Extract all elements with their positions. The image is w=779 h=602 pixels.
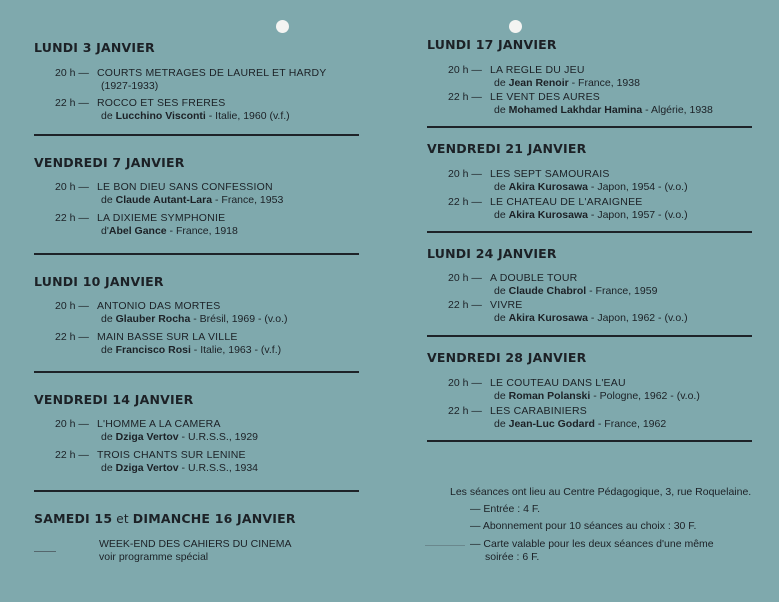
screening-time: 20 h —	[55, 418, 89, 430]
day-heading: VENDREDI 21 JANVIER	[427, 141, 587, 156]
screening-time: 20 h —	[55, 181, 89, 193]
screening-time: 20 h —	[55, 300, 89, 312]
film-detail: - France, 1953	[212, 194, 284, 206]
film-director: Mohamed Lakhdar Hamina	[508, 104, 643, 116]
day-heading: LUNDI 10 JANVIER	[34, 274, 164, 289]
film-title: LE BON DIEU SANS CONFESSION	[97, 181, 273, 193]
director-prefix: d'	[101, 225, 109, 237]
day-heading: VENDREDI 7 JANVIER	[34, 155, 185, 170]
film-title: COURTS METRAGES DE LAUREL ET HARDY	[97, 67, 327, 79]
director-prefix: de	[494, 418, 509, 430]
film-title: LA REGLE DU JEU	[490, 64, 585, 76]
film-title: LE VENT DES AURES	[490, 91, 600, 103]
film-director: Roman Polanski	[508, 390, 591, 402]
director-prefix: de	[494, 181, 509, 193]
screening-time: 20 h —	[55, 67, 89, 79]
day-heading: VENDREDI 14 JANVIER	[34, 392, 194, 407]
section-divider	[427, 440, 752, 442]
screening-time: 22 h —	[55, 331, 89, 343]
screening	[55, 181, 283, 207]
screening	[55, 97, 290, 123]
weekend-line-1: WEEK-END DES CAHIERS DU CINEMA	[99, 538, 292, 550]
film-title: ROCCO ET SES FRERES	[97, 97, 226, 109]
screening-time: 20 h —	[448, 272, 482, 284]
screening-time: 22 h —	[448, 91, 482, 103]
screening-time: 22 h —	[448, 196, 482, 208]
screening	[55, 449, 258, 475]
film-director: Akira Kurosawa	[508, 209, 588, 221]
director-prefix: de	[494, 77, 509, 89]
screening	[448, 377, 700, 403]
film-detail: - France, 1918	[166, 225, 238, 237]
weekend-day-a: SAMEDI 15	[34, 511, 113, 526]
film-detail: - Algérie, 1938	[642, 104, 713, 116]
screening	[448, 64, 640, 90]
screening	[448, 168, 688, 194]
film-director: Jean-Luc Godard	[508, 418, 595, 430]
screening	[55, 418, 258, 444]
day-heading: VENDREDI 28 JANVIER	[427, 350, 587, 365]
day-heading	[34, 511, 296, 526]
screening-time: 22 h —	[55, 449, 89, 461]
section-divider	[34, 134, 359, 136]
director-prefix: de	[101, 462, 116, 474]
film-title: L'HOMME A LA CAMERA	[97, 418, 221, 430]
film-title: LES CARABINIERS	[490, 405, 587, 417]
film-title: LA DIXIEME SYMPHONIE	[97, 212, 226, 224]
screening	[448, 196, 688, 222]
film-detail: - France, 1938	[568, 77, 640, 89]
screening	[55, 212, 238, 238]
film-detail: - Japon, 1962 - (v.o.)	[587, 312, 688, 324]
margin-mark	[425, 545, 465, 546]
film-title: LE COUTEAU DANS L'EAU	[490, 377, 626, 389]
venue-info: Les séances ont lieu au Centre Pédagogique, 3, rue Roquelaine.	[450, 486, 752, 498]
film-director: Dziga Vertov	[115, 431, 179, 443]
screening-time: 20 h —	[448, 377, 482, 389]
screening	[55, 300, 288, 326]
film-title: VIVRE	[490, 299, 523, 311]
director-prefix: de	[101, 110, 116, 122]
section-divider	[34, 371, 359, 373]
film-detail: - Japon, 1954 - (v.o.)	[587, 181, 688, 193]
screening-time: 22 h —	[55, 97, 89, 109]
screening-time: 20 h —	[448, 64, 482, 76]
film-director: Francisco Rosi	[115, 344, 191, 356]
screening	[448, 299, 688, 325]
director-prefix: de	[494, 209, 509, 221]
film-director: Claude Autant-Lara	[115, 194, 213, 206]
film-title: LES SEPT SAMOURAIS	[490, 168, 610, 180]
screening	[448, 405, 666, 431]
screening-time: 20 h —	[448, 168, 482, 180]
section-divider	[427, 335, 752, 337]
section-divider	[34, 253, 359, 255]
card-price-line-1: — Carte valable pour les deux séances d'une même	[470, 538, 714, 550]
film-title: TROIS CHANTS SUR LENINE	[97, 449, 246, 461]
screening	[448, 272, 657, 298]
film-director: Lucchino Visconti	[115, 110, 206, 122]
film-detail: - France, 1959	[586, 285, 658, 297]
screening-time: 22 h —	[55, 212, 89, 224]
film-detail: - France, 1962	[594, 418, 667, 430]
subscription-price: — Abonnement pour 10 séances au choix : 30 F.	[470, 520, 697, 532]
director-prefix: de	[101, 194, 116, 206]
screening	[55, 67, 326, 93]
day-heading: LUNDI 24 JANVIER	[427, 246, 557, 261]
screening-time: 22 h —	[448, 405, 482, 417]
film-title: LE CHATEAU DE L'ARAIGNEE	[490, 196, 643, 208]
film-director: Akira Kurosawa	[508, 312, 588, 324]
film-detail: - Pologne, 1962 - (v.o.)	[590, 390, 700, 402]
director-prefix: de	[494, 285, 509, 297]
film-director: Jean Renoir	[508, 77, 569, 89]
day-heading: LUNDI 17 JANVIER	[427, 37, 557, 52]
section-divider	[34, 490, 359, 492]
film-director: Abel Gance	[108, 225, 167, 237]
film-detail: - U.R.S.S., 1929	[178, 431, 259, 443]
screening-time: 22 h —	[448, 299, 482, 311]
screening	[55, 331, 281, 357]
director-prefix: de	[494, 390, 509, 402]
film-title: A DOUBLE TOUR	[490, 272, 578, 284]
punch-hole	[509, 20, 522, 33]
film-director: Claude Chabrol	[508, 285, 587, 297]
director-prefix: de	[494, 312, 509, 324]
film-director: Akira Kurosawa	[508, 181, 588, 193]
film-director: Glauber Rocha	[115, 313, 191, 325]
weekend-line-2: voir programme spécial	[99, 551, 209, 563]
director-prefix: de	[101, 431, 116, 443]
film-detail: - Italie, 1960 (v.f.)	[205, 110, 290, 122]
director-prefix: de	[101, 313, 116, 325]
film-director: Dziga Vertov	[115, 462, 179, 474]
film-detail: - Japon, 1957 - (v.o.)	[587, 209, 688, 221]
weekend-note	[99, 538, 292, 564]
section-divider	[427, 231, 752, 233]
film-detail: - U.R.S.S., 1934	[178, 462, 259, 474]
card-price-line-2: soirée : 6 F.	[485, 551, 540, 563]
margin-mark	[34, 551, 56, 552]
weekend-day-b: DIMANCHE 16 JANVIER	[132, 511, 296, 526]
director-prefix: de	[494, 104, 509, 116]
director-prefix: de	[101, 344, 116, 356]
weekend-et: et	[112, 512, 133, 526]
day-heading: LUNDI 3 JANVIER	[34, 40, 155, 55]
film-title: MAIN BASSE SUR LA VILLE	[97, 331, 238, 343]
entry-price: — Entrée : 4 F.	[470, 503, 541, 515]
film-detail: - Brésil, 1969 - (v.o.)	[190, 313, 288, 325]
film-detail: - Italie, 1963 - (v.f.)	[190, 344, 282, 356]
screening	[448, 91, 713, 117]
film-years: (1927-1933)	[101, 80, 159, 92]
section-divider	[427, 126, 752, 128]
punch-hole	[276, 20, 289, 33]
film-title: ANTONIO DAS MORTES	[97, 300, 221, 312]
